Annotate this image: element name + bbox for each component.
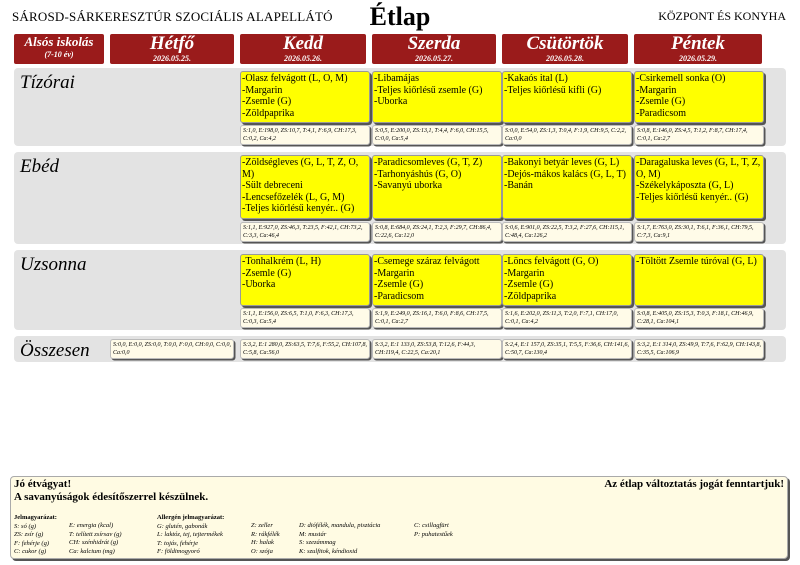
menu-item: -Lencsefőzelék (L, G, M) [242, 191, 345, 203]
menu-cell [372, 155, 502, 219]
allergen-item: P: puhatestűek [414, 530, 453, 538]
allergen-item: R: rákfélék [251, 530, 280, 538]
legend-title: Jelmagyarázat: [14, 514, 57, 521]
menu-item: -Tonhalkrém (L, H) [242, 256, 321, 267]
menu-cell [240, 71, 370, 123]
menu-cell [240, 155, 370, 219]
menu-cell [502, 254, 632, 306]
day-header-friday [634, 34, 762, 64]
menu-cell [634, 71, 764, 123]
legend-item: ZS: zsír (g) [14, 531, 44, 538]
legend-item: E: energia (kcal) [69, 522, 114, 529]
allergen-item: D: diófélék, mandula, pisztácia [299, 522, 381, 529]
day-name: Szerda [407, 33, 461, 54]
menu-item: -Zsemle (G) [504, 279, 554, 290]
menu-item: -Tarhonyáshús (G, O) [374, 168, 462, 180]
nutrition-info: S:1,1, E:156,0, ZS:6,5, T:1,0, F:6,3, CH:17,3, C:0,3, Ca:5,4 [240, 308, 370, 328]
day-date: 2026.05.28. [546, 54, 584, 63]
day-header-thursday [502, 34, 628, 64]
menu-item: -Bakonyi betyár leves (G, L) [504, 157, 620, 168]
menu-item: -Uborka [242, 279, 276, 290]
menu-item: -Paradicsom [636, 107, 686, 119]
menu-item: -Zsemle (G) [242, 267, 292, 279]
legend-column [14, 514, 74, 557]
page-title: Étlap [369, 2, 431, 31]
allergen-item: T: tojás, fehérje [157, 539, 198, 547]
allergen-column [414, 522, 484, 539]
day-name: Csütörtök [526, 33, 604, 54]
nutrition-info: S:1,6, E:202,0, ZS:11,3, T:2,0, F:7,1, CH:17,0, C:0,1, Ca:4,2 [502, 308, 632, 328]
menu-item: -Teljes kiőrlésű kifli (G) [504, 84, 602, 96]
allergen-item: S: szezámmag [299, 539, 336, 546]
greeting: Jó étvágyat! [14, 478, 72, 490]
menu-cell [372, 71, 502, 123]
menu-item: -Löncs felvágott (G, O) [504, 256, 599, 267]
nutrition-info: S:0,6, E:901,0, ZS:22,5, T:3,2, F:27,6, CH:115,1, C:48,4, Ca:126,2 [502, 222, 632, 242]
day-date: 2026.05.29. [679, 54, 717, 63]
meal-label: Ebéd [20, 156, 60, 177]
menu-item: -Margarin [636, 84, 677, 96]
menu-item: -Teljes kiőrlésű kenyér.. (G) [636, 191, 749, 203]
day-header-monday [110, 34, 234, 64]
allergen-item: C: csillagfürt [414, 522, 449, 529]
menu-item: -Csirkemell sonka (O) [636, 73, 726, 84]
day-name: Hétfő [149, 33, 195, 54]
menu-cell [502, 71, 632, 123]
allergen-item: K: szulfitok, kéndioxid [299, 547, 358, 555]
allergen-item: M: mustár [299, 530, 327, 538]
menu-item: -Székelykáposzta (G, L) [636, 180, 734, 191]
allergen-column [157, 514, 253, 557]
menu-item: -Sült debreceni [242, 180, 303, 191]
menu-item: -Zsemle (G) [242, 96, 292, 107]
group-name: Alsós iskolás [24, 34, 94, 49]
menu-item: -Libamájas [374, 73, 419, 84]
legend-item: S: só (g) [14, 522, 37, 530]
menu-item: -Zsemle (G) [636, 96, 686, 107]
nutrition-info: S:1,7, E:763,0, ZS:30,1, T:6,1, F:36,1, CH:79,5, C:7,3, Ca:9,1 [634, 222, 764, 242]
menu-item: -Paradicsom [374, 290, 424, 302]
totals-info: S:2,4, E:1 157,0, ZS:35,1, T:5,5, F:36,6, CH:141,6, C:50,7, Ca:130,4 [502, 339, 632, 359]
allergen-item: F: földimogyoró [157, 548, 200, 555]
group-header [14, 34, 104, 64]
nutrition-info: S:0,8, E:684,0, ZS:24,1, T:2,3, F:29,7, CH:86,4, C:22,6, Ca:12,0 [372, 222, 502, 242]
menu-item: -Banán [504, 180, 533, 191]
nutrition-info: S:0,5, E:200,0, ZS:13,1, T:4,4, F:6,0, CH:15,5, C:0,0, Ca:5,4 [372, 125, 502, 145]
menu-cell [634, 155, 764, 219]
menu-item: -Csemege száraz felvágott [374, 256, 480, 267]
menu-item: -Kakaós ital (L) [504, 73, 568, 84]
meal-label: Tízórai [20, 72, 75, 93]
allergen-title: Allergén jelmagyarázat: [157, 514, 225, 521]
menu-item: -Margarin [504, 267, 545, 279]
allergen-item: L: laktóz, tej, tejtermékek [157, 531, 223, 538]
menu-item: -Zöldpaprika [242, 107, 295, 119]
allergen-column [299, 522, 414, 556]
legend-item: CH: szénhidrát (g) [69, 539, 119, 546]
nutrition-info: S:1,0, E:198,0, ZS:10,7, T:4,1, F:6,9, CH:17,3, C:0,2, Ca:4,2 [240, 125, 370, 145]
menu-item: -Teljes kiőrlésű kenyér.. (G) [242, 203, 355, 214]
allergen-item: H: halak [251, 539, 274, 546]
day-date: 2026.05.25. [153, 54, 191, 63]
day-name: Péntek [671, 33, 725, 54]
menu-item: -Zöldségleves (G, L, T, Z, O, M) [242, 157, 359, 180]
organization-name: SÁROSD-SÁRKERESZTÚR SZOCIÁLIS ALAPELLÁTÓ [12, 9, 333, 24]
menu-item: -Paradicsomleves (G, T, Z) [374, 157, 483, 168]
nutrition-info: S:0,8, E:146,0, ZS:4,5, T:1,2, F:8,7, CH:17,4, C:0,1, Ca:2,7 [634, 125, 764, 145]
day-date: 2026.05.26. [284, 54, 322, 63]
group-age: (7-10 év) [44, 50, 74, 59]
allergen-item: O: szója [251, 547, 273, 555]
rights-note: Az étlap változtatás jogát fenntartjuk! [604, 478, 784, 490]
menu-item: -Margarin [242, 84, 283, 96]
nutrition-info: S:0,0, E:54,0, ZS:1,3, T:0,4, F:1,9, CH:9,5, C:2,2, Ca:0,0 [502, 125, 632, 145]
menu-cell [372, 254, 502, 306]
menu-item: -Teljes kiőrlésű zsemle (G) [374, 84, 483, 96]
menu-item: -Margarin [374, 267, 415, 279]
menu-item: -Daragaluska leves (G, L, T, Z, O, M) [636, 157, 761, 180]
meal-label: Uzsonna [20, 254, 87, 275]
menu-item: -Zsemle (G) [374, 279, 424, 290]
menu-cell [240, 254, 370, 306]
menu-item: -Olasz felvágott (L, O, M) [242, 73, 348, 84]
allergen-column [251, 522, 299, 556]
menu-cell [634, 254, 764, 306]
menu-item: -Uborka [374, 96, 408, 107]
day-header-wednesday [372, 34, 496, 64]
menu-item: -Töltött Zsemle túróval (G, L) [636, 256, 757, 267]
menu-item: -Savanyú uborka [374, 180, 443, 191]
totals-info: S:0,0, E:0,0, ZS:0,0, T:0,0, F:0,0, CH:0,0, C:0,0, Ca:0,0 [110, 339, 234, 359]
legend-item: T: telített zsírsav (g) [69, 530, 122, 538]
legend-item: C: cukor (g) [14, 548, 47, 555]
sour-note: A savanyúságok édesítőszerrel készülnek. [14, 491, 209, 503]
allergen-item: Z: zeller [251, 522, 273, 529]
totals-info: S:3,2, E:1 280,0, ZS:63,5, T:7,6, F:55,2, CH:107,8, C:5,8, Ca:56,0 [240, 339, 370, 359]
allergen-item: G: glutén, gabonák [157, 522, 208, 530]
totals-info: S:3,2, E:1 133,0, ZS:53,8, T:12,6, F:44,3, CH:119,4, C:22,5, Ca:20,1 [372, 339, 502, 359]
nutrition-info: S:0,8, E:405,0, ZS:15,3, T:0,3, F:18,1, CH:46,9, C:28,1, Ca:104,1 [634, 308, 764, 328]
menu-item: -Dejós-mákos kalács (G, L, T) [504, 168, 627, 180]
nutrition-info: S:1,1, E:927,0, ZS:46,3, T:23,5, F:42,1, CH:73,2, C:3,3, Ca:46,4 [240, 222, 370, 242]
legend-item: F: fehérje (g) [14, 539, 50, 547]
legend-item: Ca: kalcium (mg) [69, 547, 115, 555]
day-name: Kedd [282, 33, 324, 54]
totals-info: S:3,2, E:1 314,0, ZS:49,9, T:7,6, F:62,9, CH:143,8, C:35,5, Ca:106,9 [634, 339, 764, 359]
kitchen-label: KÖZPONT ÉS KONYHA [658, 9, 786, 23]
day-header-tuesday [240, 34, 366, 64]
legend-column [69, 522, 154, 556]
nutrition-info: S:1,9, E:249,0, ZS:16,1, T:6,0, F:8,6, CH:17,5, C:0,1, Ca:2,7 [372, 308, 502, 328]
meal-label: Összesen [20, 340, 90, 361]
menu-cell [502, 155, 632, 219]
footer-panel [10, 476, 788, 559]
day-date: 2026.05.27. [415, 54, 453, 63]
menu-item: -Zöldpaprika [504, 290, 557, 302]
